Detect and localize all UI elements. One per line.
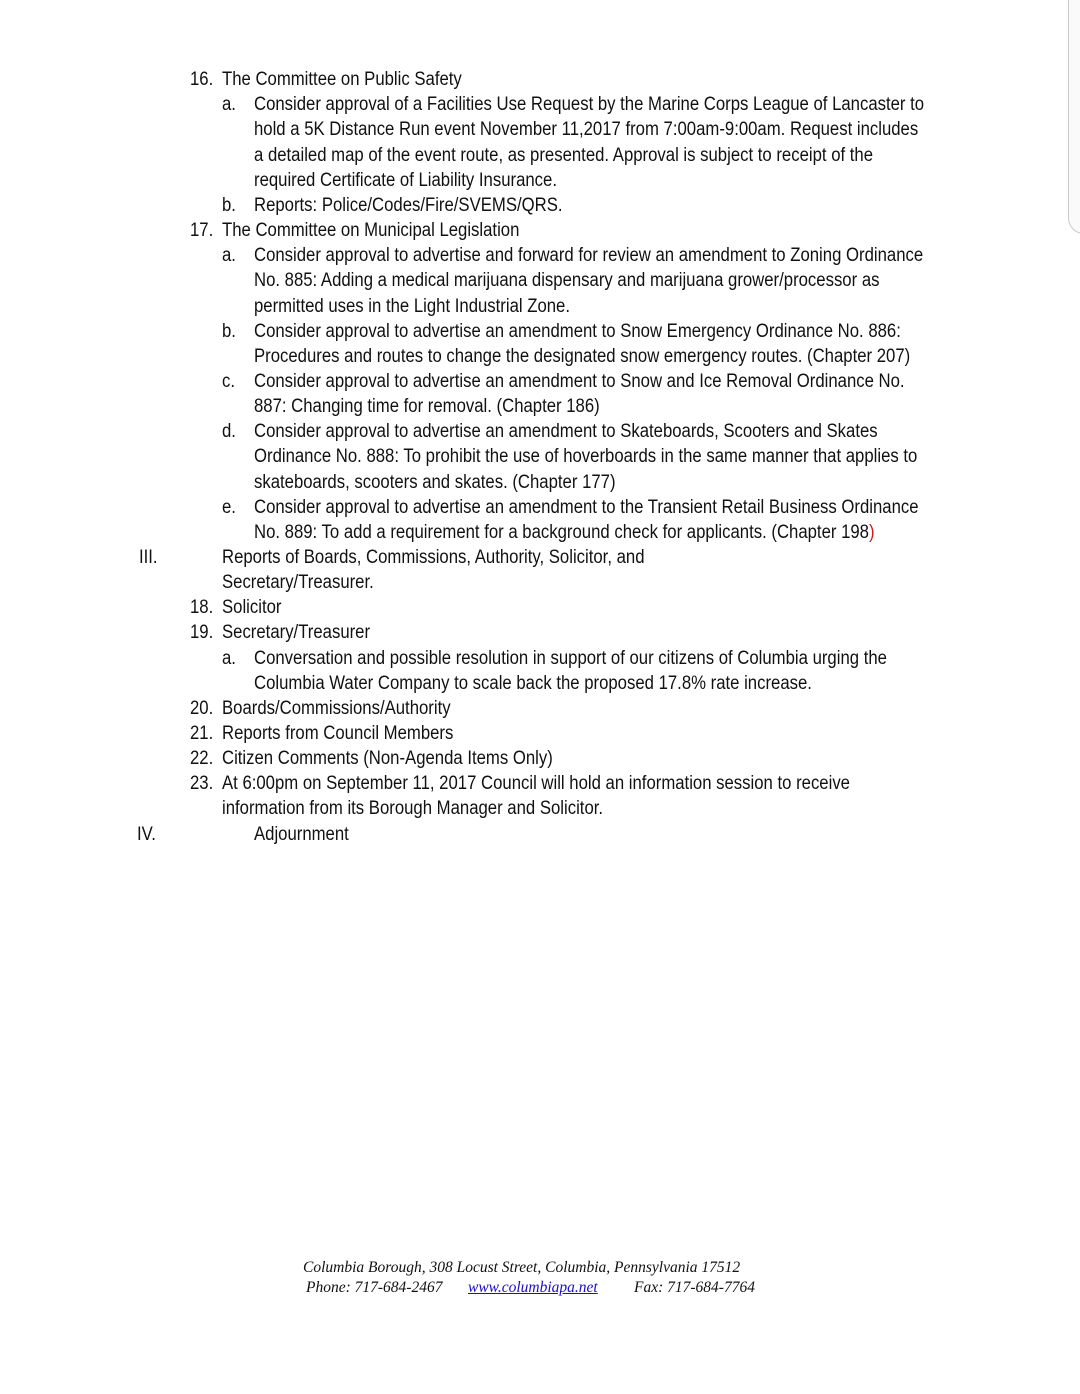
item-number: 19. [190,622,214,643]
footer-phone: Phone: 717-684-2467 [306,1279,443,1296]
section-numeral: IV. [137,824,156,845]
section-numeral: III. [139,547,158,568]
subitem-letter: e. [222,497,236,518]
subitem-letter: a. [222,245,236,266]
footer-address: Columbia Borough, 308 Locust Street, Columbia, Pennsylvania 17512 [303,1259,741,1276]
subitem-text: Ordinance No. 888: To prohibit the use of hoverboards in the same manner that applies to [254,446,918,467]
section-title: Secretary/Treasurer. [222,572,374,593]
subitem-text: hold a 5K Distance Run event November 11,2017 from 7:00am-9:00am. Request includes [254,119,919,140]
item-title: Boards/Commissions/Authority [222,698,451,719]
item-number: 21. [190,723,214,744]
subitem-text: Consider approval to advertise and forward for review an amendment to Zoning Ordinance [254,245,924,266]
item-title: The Committee on Public Safety [222,69,462,90]
item-number: 16. [190,69,214,90]
item-number: 22. [190,748,214,769]
subitem-text [254,520,875,545]
website-link[interactable]: www.columbiapa.net [468,1279,598,1296]
item-number: 23. [190,773,214,794]
subitem-text: 887: Changing time for removal. (Chapter 186) [254,396,600,417]
subitem-letter: a. [222,648,236,669]
item-number: 18. [190,597,214,618]
subitem-text: Conversation and possible resolution in support of our citizens of Columbia urging the [254,648,887,669]
item-title: Solicitor [222,597,282,618]
subitem-text: a detailed map of the event route, as presented. Approval is subject to receipt of the [254,145,874,166]
subitem-text: Consider approval to advertise an amendment to the Transient Retail Business Ordinance [254,497,919,518]
subitem-text: Procedures and routes to change the designated snow emergency routes. (Chapter 207) [254,346,911,367]
item-title: At 6:00pm on September 11, 2017 Council will hold an information session to receive [222,773,850,794]
footer-website-link[interactable] [468,1278,598,1298]
subitem-text: permitted uses in the Light Industrial Zone. [254,296,571,317]
subitem-letter: c. [222,371,236,392]
subitem-text: No. 885: Adding a medical marijuana dispensary and marijuana grower/processor as [254,270,880,291]
subitem-letter: b. [222,195,236,216]
subitem-text-main: No. 889: To add a requirement for a background check for applicants. (Chapter 198 [254,522,869,543]
subitem-text: skateboards, scooters and skates. (Chapter 177) [254,472,616,493]
item-title: Reports from Council Members [222,723,454,744]
item-title: The Committee on Municipal Legislation [222,220,520,241]
section-title: Adjournment [254,824,349,845]
subitem-text: Consider approval to advertise an amendment to Skateboards, Scooters and Skates [254,421,878,442]
subitem-letter: d. [222,421,236,442]
section-title: Reports of Boards, Commissions, Authority, Solicitor, and [222,547,645,568]
red-paren: ) [868,522,875,543]
item-title: Citizen Comments (Non-Agenda Items Only) [222,748,553,769]
subitem-text: Consider approval to advertise an amendment to Snow Emergency Ordinance No. 886: [254,321,901,342]
subitem-text: required Certificate of Liability Insurance. [254,170,557,191]
subitem-text: Consider approval of a Facilities Use Request by the Marine Corps League of Lancaster to [254,94,925,115]
item-number: 20. [190,698,214,719]
footer-fax: Fax: 717-684-7764 [634,1279,755,1296]
item-number: 17. [190,220,214,241]
item-title: information from its Borough Manager and Solicitor. [222,798,604,819]
subitem-letter: b. [222,321,236,342]
subitem-text: Consider approval to advertise an amendment to Snow and Ice Removal Ordinance No. [254,371,905,392]
subitem-text: Reports: Police/Codes/Fire/SVEMS/QRS. [254,195,563,216]
subitem-letter: a. [222,94,236,115]
page-edge-tab [1068,0,1080,234]
item-title: Secretary/Treasurer [222,622,371,643]
subitem-text: Columbia Water Company to scale back the proposed 17.8% rate increase. [254,673,812,694]
